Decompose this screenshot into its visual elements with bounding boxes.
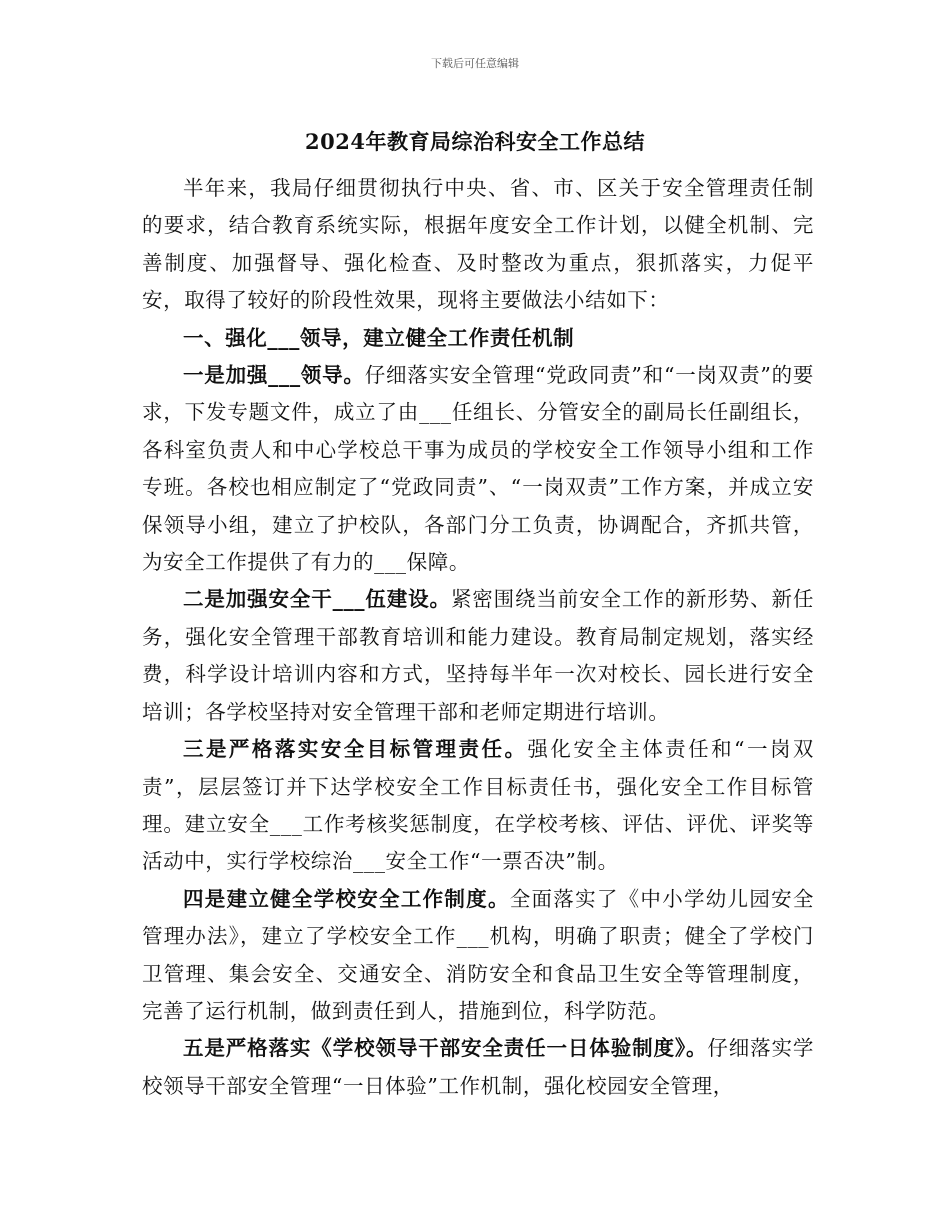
item-text: 强化安全主体责任和“一岗双责”，层层签订并下达学校安全工作目标责任书，强化安全工作目标管理。建立安全___工作考核奖惩制度，在学校考核、评估、评优、评奖等活动中，实行学校综治___安全工作“一票否决”制。 bbox=[142, 737, 815, 874]
item-paragraph-2 bbox=[142, 581, 814, 731]
item-lead: 三是严格落实安全目标管理责任。 bbox=[183, 737, 528, 762]
item-text: 全面落实了《中小学幼儿园安全管理办法》，建立了学校安全工作___机构，明确了职责；健全了学校门卫管理、集会安全、交通安全、消防安全和食品卫生安全等管理制度，完善了运行机制，做到责任到人，措施到位，科学防范。 bbox=[142, 886, 814, 1023]
section-heading: 一、强化___领导，建立健全工作责任机制 bbox=[183, 325, 575, 350]
item-text: 仔细落实学校领导干部安全管理“一日体验”工作机制，强化校园安全管理， bbox=[142, 1036, 815, 1098]
intro-paragraph: 半年来，我局仔细贯彻执行中央、省、市、区关于安全管理责任制的要求，结合教育系统实际，根据年度安全工作计划，以健全机制、完善制度、加强督导、强化检查、及时整改为重点，狠抓落实，力促平安，取得了较好的阶段性效果，现将主要做法小结如下： bbox=[142, 176, 814, 313]
item-lead: 五是严格落实《学校领导干部安全责任一日体验制度》。 bbox=[183, 1036, 708, 1061]
item-paragraph-4 bbox=[142, 881, 814, 1031]
document-title: 2024年教育局综治科安全工作总结 bbox=[305, 129, 645, 154]
item-paragraph-5 bbox=[142, 1030, 814, 1105]
item-lead: 四是建立健全学校安全工作制度。 bbox=[183, 886, 510, 911]
item-text: 仔细落实安全管理“党政同责”和“一岗双责”的要求，下发专题文件，成立了由___任组长、分管安全的副局长任副组长，各科室负责人和中心学校总干事为成员的学校安全工作领导小组和工作专班。各校也相应制定了“党政同责”、“一岗双责”工作方案，并成立安保领导小组，建立了护校队，各部门分工负责，协调配合，齐抓共管，为安全工作提供了有力的___保障。 bbox=[142, 363, 814, 575]
item-lead: 一是加强___领导。 bbox=[183, 363, 365, 388]
document-body bbox=[142, 170, 814, 1105]
header-note: 下载后可任意编辑 bbox=[431, 57, 519, 70]
item-lead: 二是加强安全干___伍建设。 bbox=[183, 587, 451, 612]
item-paragraph-3 bbox=[142, 731, 814, 881]
item-text: 紧密围绕当前安全工作的新形势、新任务，强化安全管理干部教育培训和能力建设。教育局制定规划，落实经费，科学设计培训内容和方式，坚持每半年一次对校长、园长进行安全培训；各学校坚持对安全管理干部和老师定期进行培训。 bbox=[142, 587, 815, 724]
item-paragraph-1 bbox=[142, 357, 814, 581]
